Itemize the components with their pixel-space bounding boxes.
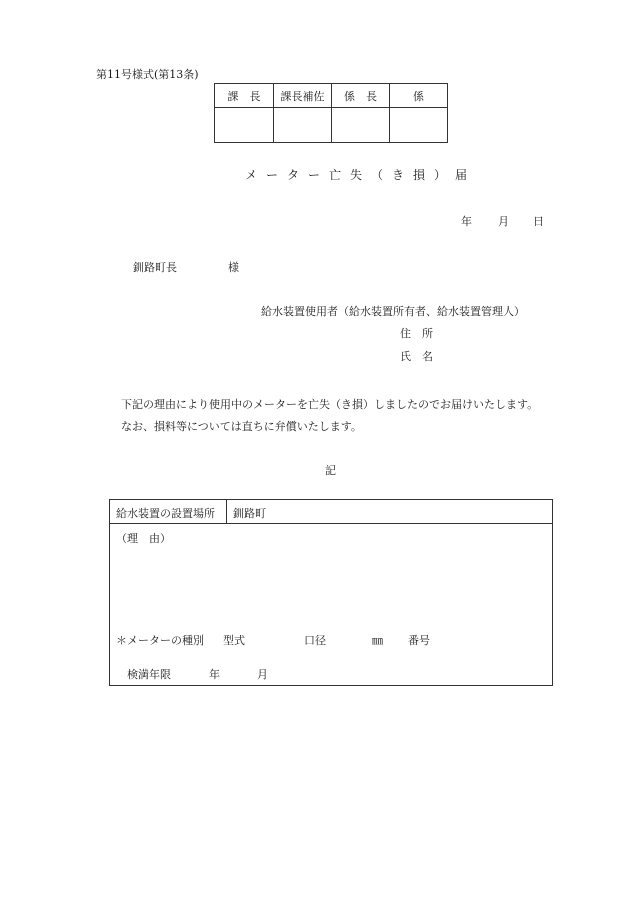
reason-label: （理 由） [116,532,171,545]
bore-label: 口径 [304,634,326,647]
expiry-label: 検満年限 [127,668,171,681]
location-divider [226,500,227,523]
date-day-label: 日 [533,215,544,228]
approval-header-row [215,84,448,108]
model-label: 型式 [223,634,245,647]
body-text-line-1: 下記の理由により使用中のメーターを亡失（き損）しましたのでお届けいたします。 [121,398,539,411]
detail-box [109,499,553,686]
location-label: 給水装置の設置場所 [116,507,215,520]
stamp-cell-section-chief[interactable] [215,108,274,143]
applicant-label: 給水装置使用者（給水装置所有者、給水装置管理人） [261,305,525,318]
approval-header-deputy-chief: 課長補佐 [274,84,332,108]
stamp-cell-staff[interactable] [390,108,448,143]
applicant-name-label: 氏 名 [400,350,433,363]
form-number: 第11号様式(第13条) [96,68,199,81]
body-text-line-2: なお、損料等については直ちに弁償いたします。 [121,420,362,433]
approval-header-section-chief: 課 長 [215,84,274,108]
location-value[interactable]: 釧路町 [233,507,266,520]
bore-unit: ㎜ [372,634,383,647]
stamp-cell-subsection-chief[interactable] [332,108,390,143]
date-year-label: 年 [461,215,472,228]
expiry-month-label: 月 [257,668,268,681]
addressee-name: 釧路町長 [133,261,177,274]
approval-header-subsection-chief: 係 長 [332,84,390,108]
document-title: メーター亡失（き損）届 [245,168,477,182]
approval-header-staff: 係 [390,84,448,108]
approval-stamp-row [215,108,448,143]
approval-stamp-table [214,83,448,143]
number-label: 番号 [408,634,430,647]
date-month-label: 月 [498,215,509,228]
stamp-cell-deputy-chief[interactable] [274,108,332,143]
ki-heading: 記 [325,464,336,477]
meter-type-label: ＊メーターの種別 [116,634,204,647]
addressee-suffix: 様 [228,261,239,274]
expiry-year-label: 年 [209,668,220,681]
applicant-address-label: 住 所 [400,327,433,340]
